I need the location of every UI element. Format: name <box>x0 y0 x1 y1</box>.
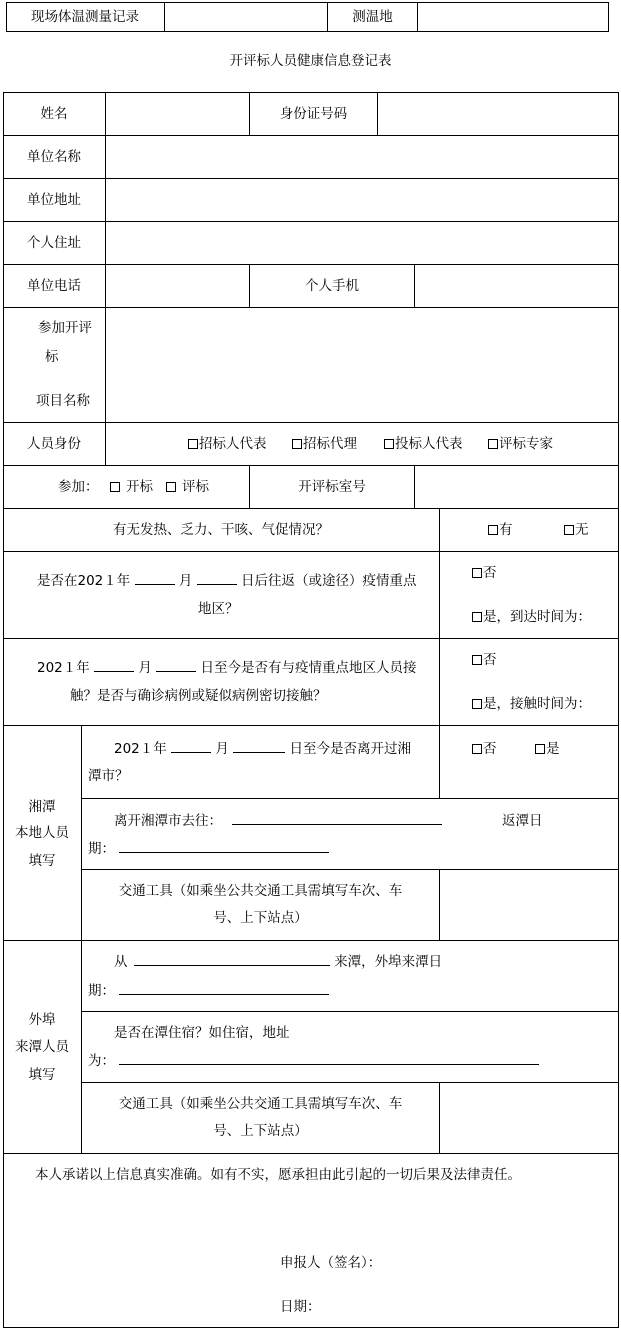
q2-month-blank[interactable] <box>135 572 175 585</box>
mobile-input[interactable] <box>415 265 618 307</box>
q3-option-yes[interactable]: 是，接触时间为： <box>472 695 591 713</box>
checkbox-icon <box>472 612 482 622</box>
local-transport-label-line2: 号、上下站点） <box>213 910 308 926</box>
mobile-label: 个人手机 <box>305 278 359 294</box>
checkbox-icon <box>472 568 482 578</box>
residence-input[interactable] <box>106 222 618 264</box>
unit-phone-input[interactable] <box>106 265 249 307</box>
q3-contact-question-line2: 触？是否与确诊病例或疑似病例密切接触？ <box>70 688 327 704</box>
q3-option-no[interactable]: 否 <box>472 651 497 669</box>
outside-section-label-line2: 来潭人员 <box>15 1039 69 1055</box>
local-section-label-line2: 本地人员 <box>15 825 69 841</box>
q4-day-blank[interactable] <box>233 740 285 753</box>
outside-section-label-line1: 外埠 <box>28 1012 56 1028</box>
temp-place-label: 测温地 <box>352 9 393 25</box>
outside-from-line1: 从 来潭，外埠来潭日 <box>114 954 443 970</box>
from-place-blank[interactable] <box>134 953 330 966</box>
q1-fever-question: 有无发热、乏力、干咳、气促情况？ <box>113 522 329 538</box>
q2-day-blank[interactable] <box>197 572 237 585</box>
local-destination-line1: 离开湘潭市去往： <box>114 812 442 830</box>
applicant-signature-label: 申报人（签名）： <box>280 1255 382 1271</box>
checkbox-icon <box>488 525 498 535</box>
pledge-date-input[interactable] <box>322 1294 562 1318</box>
q2-option-yes[interactable]: 是，到达时间为： <box>472 608 591 626</box>
unit-address-label: 单位地址 <box>27 192 81 208</box>
q3-contact-question-line1: 202１年 月 日至今是否有与疫情重点地区人员接 <box>37 660 417 676</box>
arrival-date-blank[interactable] <box>119 982 329 995</box>
outside-section-label-line3: 填写 <box>28 1067 56 1083</box>
applicant-signature-input[interactable] <box>390 1250 590 1274</box>
checkbox-icon <box>564 525 574 535</box>
unit-name-input[interactable] <box>106 136 618 178</box>
q2-travel-question-line2: 地区？ <box>198 601 239 617</box>
checkbox-icon <box>488 439 498 449</box>
q4-option-yes[interactable]: 是 <box>535 740 560 758</box>
project-label-line2: 标 <box>45 349 59 365</box>
form-title: 开评标人员健康信息登记表 <box>229 53 392 69</box>
participate-option-evaluate[interactable]: 评标 <box>166 478 209 496</box>
local-transport-label-line1: 交通工具（如乘坐公共交通工具需填写车次、车 <box>118 883 403 899</box>
return-date-blank[interactable] <box>119 840 329 853</box>
local-section-label-line1: 湘潭 <box>28 799 56 815</box>
participate-option-open[interactable]: 开标 <box>110 478 153 496</box>
identity-label: 人员身份 <box>27 436 81 452</box>
name-input[interactable] <box>106 93 249 135</box>
q1-option-yes[interactable]: 有 <box>488 521 513 539</box>
name-label: 姓名 <box>40 106 68 122</box>
checkbox-icon <box>472 655 482 665</box>
local-section-label-line3: 填写 <box>28 853 56 869</box>
q3-day-blank[interactable] <box>156 659 196 672</box>
stay-address-blank[interactable] <box>119 1052 539 1065</box>
unit-name-label: 单位名称 <box>27 149 81 165</box>
checkbox-icon <box>384 439 394 449</box>
temp-place-input[interactable] <box>418 3 608 31</box>
local-return-date-line2: 期： <box>88 840 329 858</box>
outside-from-line2: 期： <box>88 982 329 1000</box>
destination-blank[interactable] <box>232 812 442 825</box>
outside-stay-line2: 为： <box>88 1052 539 1070</box>
checkbox-icon <box>472 699 482 709</box>
identity-option-expert[interactable]: 评标专家 <box>488 435 553 453</box>
q2-travel-question-line1: 是否在202１年 月 日后往返（或途径）疫情重点 <box>37 573 417 589</box>
id-number-input[interactable] <box>378 93 618 135</box>
local-return-date-label: 返潭日 <box>502 813 543 829</box>
outside-transport-input[interactable] <box>440 1083 618 1153</box>
q1-option-no[interactable]: 无 <box>564 521 589 539</box>
identity-option-agency[interactable]: 招标代理 <box>292 435 357 453</box>
residence-label: 个人住址 <box>27 235 81 251</box>
project-label-line3: 项目名称 <box>36 393 90 409</box>
participate-label: 参加： <box>58 479 99 495</box>
unit-phone-label: 单位电话 <box>27 278 81 294</box>
checkbox-icon <box>110 482 120 492</box>
outside-stay-line1: 是否在潭住宿？如住宿，地址 <box>114 1025 290 1041</box>
checkbox-icon <box>535 744 545 754</box>
checkbox-icon <box>166 482 176 492</box>
checkbox-icon <box>188 439 198 449</box>
q4-month-blank[interactable] <box>171 740 211 753</box>
q4-left-xiangtan-question-line1: 202１年 月 日至今是否离开过湘 <box>114 741 411 757</box>
outside-transport-label-line1: 交通工具（如乘坐公共交通工具需填写车次、车 <box>118 1096 403 1112</box>
checkbox-icon <box>472 744 482 754</box>
checkbox-icon <box>292 439 302 449</box>
room-label: 开评标室号 <box>298 479 366 495</box>
identity-option-tenderer-rep[interactable]: 投标人代表 <box>384 435 463 453</box>
pledge-statement: 本人承诺以上信息真实准确。如有不实，愿承担由此引起的一切后果及法律责任。 <box>35 1167 521 1183</box>
q2-option-no[interactable]: 否 <box>472 564 497 582</box>
id-number-label: 身份证号码 <box>279 106 348 122</box>
temp-record-label: 现场体温测量记录 <box>31 9 139 25</box>
q4-option-no[interactable]: 否 <box>472 740 497 758</box>
local-transport-input[interactable] <box>440 870 618 940</box>
room-input[interactable] <box>415 466 618 508</box>
unit-address-input[interactable] <box>106 179 618 221</box>
outside-transport-label-line2: 号、上下站点） <box>213 1123 308 1139</box>
temp-record-input[interactable] <box>165 3 327 31</box>
identity-option-bidder-rep[interactable]: 招标人代表 <box>188 435 267 453</box>
project-label-line1: 参加开评 <box>38 320 92 336</box>
q4-left-xiangtan-question-line2: 潭市？ <box>88 768 129 784</box>
pledge-date-label: 日期： <box>280 1299 321 1315</box>
project-name-input[interactable] <box>106 308 618 422</box>
q3-month-blank[interactable] <box>94 659 134 672</box>
